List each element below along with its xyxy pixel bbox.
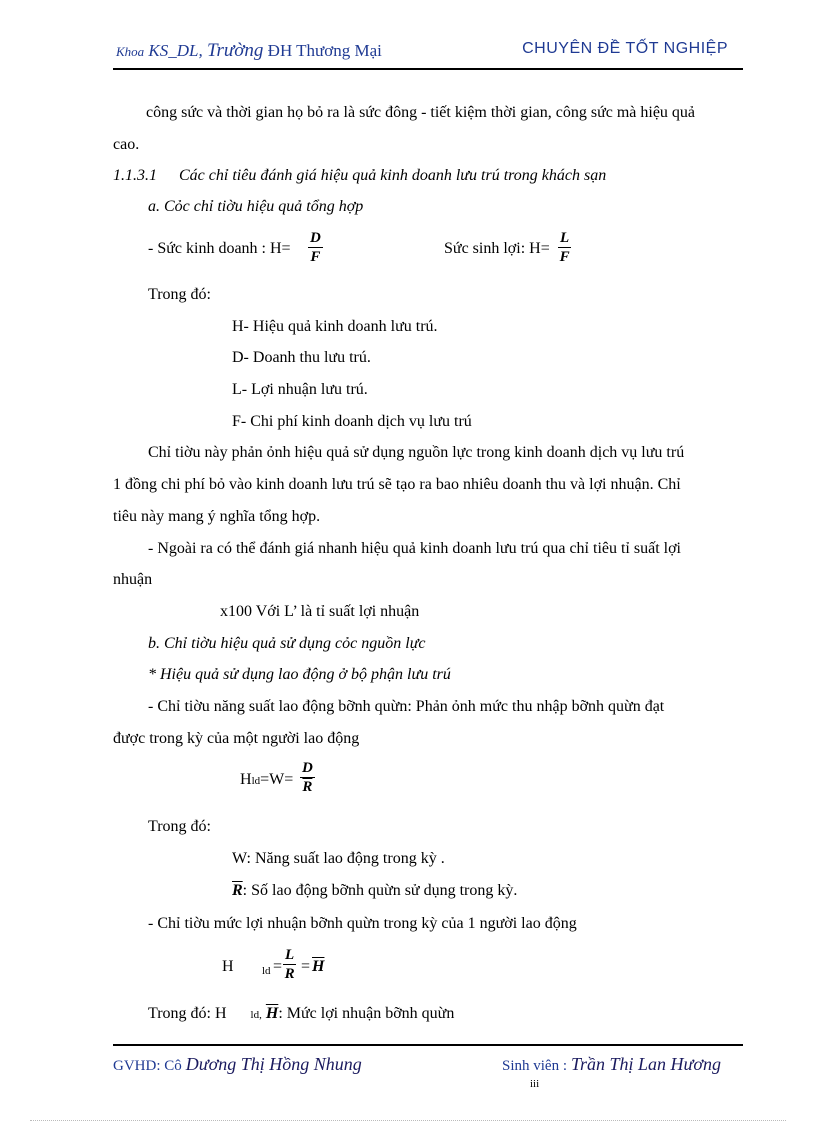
header-school-script: Trường	[207, 40, 264, 61]
formula-3-fraction	[300, 760, 315, 797]
where3-post: : Mức lợi nhuận bỡnh quừn	[278, 1005, 455, 1022]
formula-3-eq: =W=	[260, 771, 294, 788]
p4-line2: được trong kỳ của một người lao động	[113, 730, 360, 747]
where3-sub: ld,	[250, 1009, 262, 1021]
p2-line2: 1 đồng chi phí bỏ vào kinh doanh lưu trú sẽ tạo ra bao nhiêu doanh thu và lợi nhuận. Chỉ	[113, 476, 681, 493]
p2-line3: tiêu này mang ý nghĩa tổng hợp.	[113, 508, 321, 525]
header-school: ĐH Thương Mại	[267, 41, 382, 60]
section-heading	[113, 167, 606, 185]
p1-line2: cao.	[113, 136, 140, 153]
footer-gvhd	[113, 1054, 362, 1075]
subheading-a: a. Cỏc chỉ tiờu hiệu quả tổng hợp	[148, 198, 364, 215]
formula-1-num: D	[310, 230, 321, 246]
where-label-1: Trong đó:	[148, 286, 211, 303]
def-r	[232, 882, 517, 900]
p5-line1: - Chỉ tiờu mức lợi nhuận bỡnh quừn trong kỳ của 1 người lao động	[148, 915, 577, 932]
x100-line: x100 Với L’ là tỉ suất lợi nhuận	[220, 603, 420, 620]
p4-line1: - Chỉ tiờu năng suất lao động bỡnh quừn: Phản ỏnh mức thu nhập bỡnh quừn đạt	[148, 698, 665, 715]
where3-symbol: $\overline{H}$	[265, 1005, 279, 1022]
def-f: F- Chi phí kinh doanh dịch vụ lưu trú	[232, 413, 472, 430]
formula-1-fraction	[308, 230, 323, 267]
where-label-2: Trong đó:	[148, 818, 211, 835]
formula-3-num: D	[302, 760, 313, 776]
header-title: CHUYÊN ĐỀ TỐT NGHIỆP	[522, 40, 728, 57]
subheading-b: b. Chỉ tiờu hiệu quả sử dụng cỏc nguồn lực	[148, 635, 426, 652]
footer-student	[502, 1054, 721, 1075]
sv-name: Trần Thị Lan Hương	[571, 1054, 721, 1074]
where-line-3	[148, 1005, 454, 1023]
subheading-b1: * Hiệu quả sử dụng lao động ở bộ phận lưu trú	[148, 666, 451, 683]
heading-text: Các chỉ tiêu đánh giá hiệu quả kinh doanh lưu trú trong khách sạn	[179, 167, 607, 184]
def-h: H- Hiệu quả kinh doanh lưu trú.	[232, 318, 438, 335]
formula-3-den: R	[302, 779, 313, 795]
formula-4-eq2: =	[301, 958, 311, 975]
p2-line1: Chỉ tiờu này phản ỏnh hiệu quả sử dụng nguồn lực trong kinh doanh dịch vụ lưu trú	[148, 444, 685, 461]
formula-4-result: $\overline{H}$	[312, 958, 325, 975]
def-r-symbol: $\overline{R}$	[232, 882, 243, 899]
formula-1-den: F	[310, 249, 321, 265]
gvhd-label: GVHD: Cô	[113, 1058, 182, 1074]
sv-label: Sinh viên :	[502, 1058, 568, 1074]
formula-4-fraction	[283, 947, 296, 984]
def-w: W: Năng suất lao động trong kỳ .	[232, 850, 445, 867]
page-number: iii	[530, 1078, 540, 1090]
p3-line2: nhuận	[113, 571, 153, 588]
formula-3-h: H	[240, 771, 252, 788]
footer-rule	[113, 1044, 743, 1046]
gvhd-name: Dương Thị Hồng Nhung	[185, 1054, 362, 1074]
formula-2-fraction	[558, 230, 571, 267]
formula-2-den: F	[559, 249, 570, 265]
p1-line1: công sức và thời gian họ bỏ ra là sức đông - tiết kiệm thời gian, công sức mà hiệu quả	[146, 104, 696, 121]
header-dept: KS_DL,	[148, 41, 203, 60]
formula-1-label: - Sức kinh doanh : H=	[148, 240, 291, 257]
def-r-text: : Số lao động bỡnh quừn sử dụng trong kỳ.	[242, 882, 518, 899]
header-department	[116, 40, 382, 62]
p3-line1: - Ngoài ra có thể đánh giá nhanh hiệu quả kinh doanh lưu trú qua chỉ tiêu tỉ suất lợi	[148, 540, 681, 557]
header-prefix: Khoa	[116, 44, 145, 59]
formula-4-eq1: =	[273, 958, 283, 975]
formula-4-sub: ld	[262, 965, 271, 977]
formula-4-den: R	[284, 966, 295, 982]
def-l: L- Lợi nhuận lưu trú.	[232, 381, 368, 398]
heading-number: 1.1.3.1	[113, 167, 157, 184]
formula-3-sub: ld	[251, 775, 261, 787]
formula-2-label: Sức sinh lợi: H=	[444, 240, 550, 257]
formula-2-num: L	[560, 230, 570, 246]
formula-4-h: H	[222, 958, 234, 975]
formula-3-left	[240, 771, 293, 789]
formula-4-num: L	[285, 947, 295, 963]
where3-pre: Trong đó: H	[148, 1005, 227, 1022]
def-d: D- Doanh thu lưu trú.	[232, 349, 371, 366]
header-rule	[113, 68, 743, 70]
page-edge-dotted	[30, 1120, 786, 1121]
